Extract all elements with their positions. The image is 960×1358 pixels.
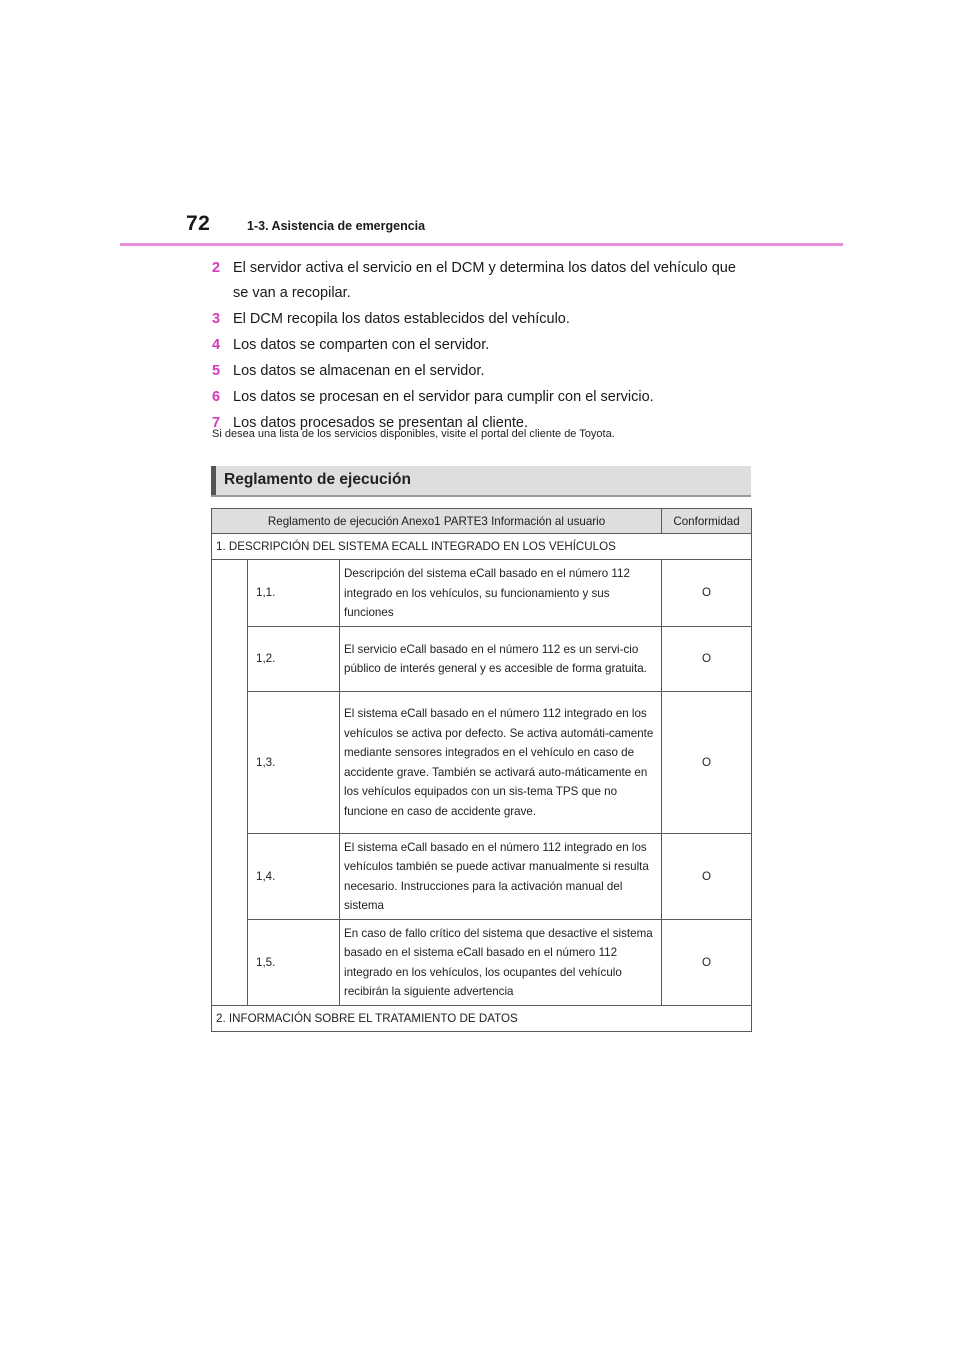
row-conformity: O: [662, 626, 752, 691]
row-code: 1,3.: [248, 691, 340, 833]
step-number: 6: [212, 388, 221, 405]
step-item: [212, 385, 752, 410]
table-row: [212, 833, 752, 919]
row-description: En caso de fallo crítico del sistema que desactive el sistema basado en el sistema eCall basado en el número 112 integrado en los vehículos, los ocupantes del vehículo recibirán la siguiente advertencia: [340, 919, 662, 1005]
step-text: Los datos se comparten con el servidor.: [233, 336, 490, 353]
step-item: [212, 307, 752, 332]
step-number: 2: [212, 260, 221, 276]
table-row: [212, 560, 752, 627]
section-2-title: 2. INFORMACIÓN SOBRE EL TRATAMIENTO DE DATOS: [212, 1005, 752, 1031]
portal-note: Si desea una lista de los servicios disponibles, visite el portal del cliente de Toyota.: [212, 428, 615, 440]
step-text: El servidor activa el servicio en el DCM y determina los datos del vehículo que se van a recopilar.: [233, 260, 736, 301]
row-code: 1,5.: [248, 919, 340, 1005]
table-header-row: [212, 509, 752, 534]
step-text: Los datos se almacenan en el servidor.: [233, 362, 485, 379]
step-item: [212, 359, 752, 384]
step-text: Los datos se procesan en el servidor para cumplir con el servicio.: [233, 388, 654, 405]
step-text: Los datos procesados se presentan al cliente.: [233, 414, 529, 431]
row-description: El servicio eCall basado en el número 112 es un servi-cio público de interés general y es accesible de forma gratuita.: [340, 626, 662, 691]
row-conformity: O: [662, 833, 752, 919]
row-conformity: O: [662, 691, 752, 833]
row-code: 1,2.: [248, 626, 340, 691]
step-text: El DCM recopila los datos establecidos del vehículo.: [233, 310, 570, 327]
step-number: 4: [212, 336, 221, 353]
row-code: 1,4.: [248, 833, 340, 919]
regulation-heading: Reglamento de ejecución: [224, 471, 411, 488]
section-title: 1-3. Asistencia de emergencia: [247, 219, 426, 233]
row-conformity: O: [662, 919, 752, 1005]
step-number: 7: [212, 414, 221, 431]
table-row: [212, 626, 752, 691]
step-item: [212, 256, 752, 305]
step-number: 3: [212, 310, 221, 327]
row-description: El sistema eCall basado en el número 112 integrado en los vehículos también se puede activar manualmente si resulta necesario. Instrucciones para la activación manual del sistema: [340, 833, 662, 919]
table-section-row: [212, 534, 752, 560]
header-conformity: Conformidad: [662, 509, 752, 534]
header-divider: [120, 243, 843, 246]
table-row: [212, 691, 752, 833]
indent-cell: [212, 560, 248, 1006]
row-conformity: O: [662, 560, 752, 627]
row-description: El sistema eCall basado en el número 112 integrado en los vehículos se activa por defecto. Se activa automáti-camente mediante sensores integrados en el vehículo en caso de accidente grave. También se activará auto-máticamente en los vehículos equipados con un sis-tema TPS que no funcione en caso de accidente grave.: [340, 691, 662, 833]
table-section-row: [212, 1005, 752, 1031]
step-list: [212, 256, 752, 437]
row-description: Descripción del sistema eCall basado en el número 112 integrado en los vehículos, su funcionamiento y sus funciones: [340, 560, 662, 627]
step-number: 5: [212, 362, 221, 379]
section-1-title: 1. DESCRIPCIÓN DEL SISTEMA ECALL INTEGRADO EN LOS VEHÍCULOS: [212, 534, 752, 560]
page-number: 72: [186, 212, 211, 235]
table-row: [212, 919, 752, 1005]
row-code: 1,1.: [248, 560, 340, 627]
header-regulation: Reglamento de ejecución Anexo1 PARTE3 Información al usuario: [212, 509, 662, 534]
heading-accent-bar: [211, 466, 216, 495]
step-item: [212, 333, 752, 358]
regulation-table: [211, 508, 752, 1032]
regulation-heading-box: [211, 466, 751, 497]
